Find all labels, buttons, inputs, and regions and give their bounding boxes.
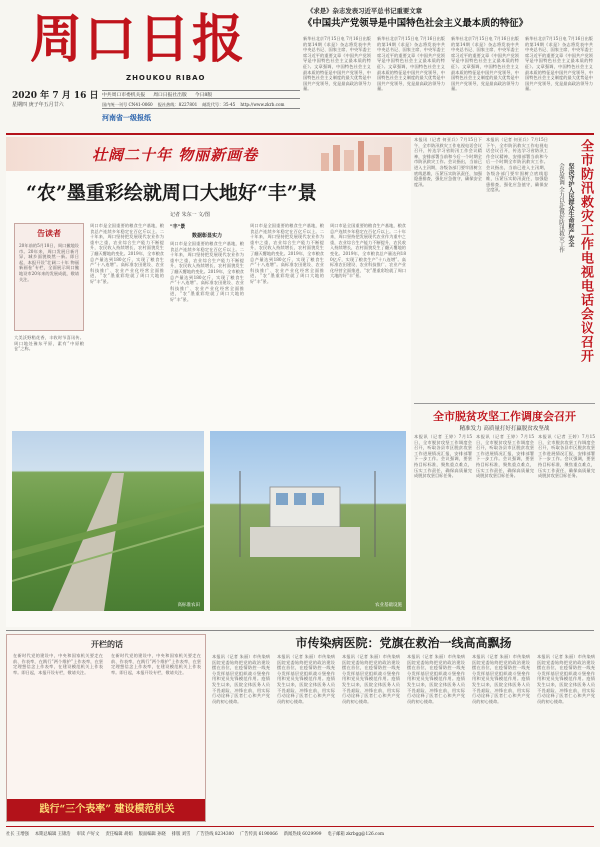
feature-title: “农”墨重彩绘就周口大地好“丰”景 [26, 182, 317, 204]
masthead-title: 周口日报 [30, 9, 247, 70]
masthead-issue: 星期四 庚子年五月廿六 [12, 102, 64, 108]
info-cell: 今日8版 [194, 93, 213, 98]
column-box-banner [7, 799, 206, 821]
footer-item: 审读 卢好文 [76, 832, 100, 837]
feature-col-text: 周口市是全国重要的粮食生产基地，粮食总产连续多年稳定在百亿斤以上。二十年来，周口坚持把发展现代农业作为重中之重，农业综合生产能力不断提升，农民收入持续增长，农村面貌发生了翻天覆地的变化。2019年，全市粮食总产量达到180亿斤，实现了粮食生产“十八连增”。高标准农田建设、农业科技推广、农业产业化经营全面推进，“农”墨重彩绘就了周口大地的好“丰”景。 [170, 241, 244, 302]
feature-subhead: 数据彰显实力 [191, 233, 222, 239]
top-headline-title: 《中国共产党领导是中国特色社会主义最本质的特征》 [303, 18, 529, 29]
story-col: 本报讯（记者 何亚兵）7月15日下午，全市防汛救灾工作电视电话会议召开，传达学习省防汛工作会议精神，安排部署当前和今后一个时期全市防汛救灾工作。会议指出，当前已进入主汛期，各级各部门要牢固树立底线思维，压紧压实防汛责任，加强隐患排查，强化应急值守，确保安全度汛。 [486, 137, 548, 193]
footer-item: 版面编辑 孙晓 [138, 832, 166, 837]
info-cell: 中共周口市委机关报 [102, 93, 146, 98]
story-col: 本报讯（记者 朱丽）市传染病医院党委始终把党的政治建设摆在首位，在疫情防控一线充分发挥基层党组织战斗堡垒作用和党员先锋模范作用。疫情发生以来，医院全体医务人员不畏艰险、冲锋在前，用实际行动诠释了医者仁心和共产党员的初心使命。 [342, 654, 400, 704]
story-col: 本报讯（记者 朱丽）市传染病医院党委始终把党的政治建设摆在首位，在疫情防控一线充分发挥基层党组织战斗堡垒作用和党员先锋模范作用。疫情发生以来，医院全体医务人员不畏艰险、冲锋在前，用实际行动诠释了医者仁心和共产党员的初心使命。 [277, 654, 335, 704]
story-col: 本报讯（记者 朱丽）市传染病医院党委始终把党的政治建设摆在首位，在疫情防控一线充分发挥基层党组织战斗堡垒作用和党员先锋模范作用。疫情发生以来，医院全体医务人员不畏艰险、冲锋在前，用实际行动诠释了医者仁心和共产党员的初心使命。 [537, 654, 595, 704]
flood-sub2: 会议强调 全力以赴做好防汛救灾工作 [558, 163, 564, 253]
skyline-icon [315, 137, 405, 171]
footer-item: 电子邮箱 zkrbgg@126.com [327, 832, 385, 837]
story-col: 本报讯（记者 王婷）7月15日，全市脱贫攻坚工作调度会召开，听取各县市区脱贫攻坚工作进展情况汇报，安排部署下一步工作。会议强调，要坚持目标标准，聚焦重点难点，压实工作责任，确保高质量完成脱贫攻坚目标任务。 [538, 434, 595, 479]
feature-lead-col: 大美沃野稻花香，丰收时节喜讯传。周口地处豫东平原，素有“中原粮仓”之称。 [14, 335, 84, 352]
top-headline-col: 新华社北京7月15日电 7月16日出版的第14期《求是》杂志将发表中共中央总书记、国家主席、中央军委主席习近平的重要文章《中国共产党领导是中国特色社会主义最本质的特征》。文章强调，中国特色社会主义最本质的特征是中国共产党领导，中国特色社会主义制度的最大优势是中国共产党领导，党是最高政治领导力量。 [525, 36, 593, 92]
feature-byline: 记者 朱东一 文/图 [170, 212, 210, 218]
story-col: 本报讯（记者 王婷）7月15日，全市脱贫攻坚工作调度会召开，听取各县市区脱贫攻坚工作进展情况汇报，安排部署下一步工作。会议强调，要坚持目标标准，聚焦重点难点，压实工作责任，确保高质量完成脱贫攻坚目标任务。 [414, 434, 472, 479]
bottom-story-title: 市传染病医院：党旗在救治一线高高飘扬 [295, 636, 512, 650]
feature-section-head: "丰"景 [170, 224, 186, 230]
poverty-sub: 精准发力 高质量打好打赢脱贫攻坚战 [459, 426, 550, 432]
footer-item: 责任编辑 胡娟 [105, 832, 133, 837]
divider [414, 403, 595, 404]
photo-caption: 高标准农田 [177, 603, 200, 608]
bottom-story [212, 634, 595, 822]
masthead-rule [6, 133, 594, 135]
info-cell: 周口日报社出版 [153, 93, 187, 98]
feature-col [90, 223, 164, 425]
footer-item: 新闻热线 6029999 [283, 832, 322, 837]
section-rule [6, 630, 594, 631]
top-kicker: 《求是》杂志发表习近平总书记重要文章 [307, 7, 423, 15]
info-cell: 报社热线：8227801 [157, 102, 198, 107]
reader-note-box [14, 223, 84, 331]
masthead [6, 4, 301, 132]
feature-banner-text: 壮阔二十年 物丽新画卷 [92, 146, 259, 164]
masthead-info-row1 [102, 90, 300, 99]
flood-sub: 坚决守护人民群众生命财产安全 [567, 163, 574, 247]
feature-photo-farmland [12, 431, 204, 611]
right-story-flood [414, 137, 595, 402]
story-col: 本报讯（记者 朱丽）市传染病医院党委始终把党的政治建设摆在首位，在疫情防控一线充分发挥基层党组织战斗堡垒作用和党员先锋模范作用。疫情发生以来，医院全体医务人员不畏艰险、冲锋在前，用实际行动诠释了医者仁心和共产党员的初心使命。 [472, 654, 530, 704]
province-label: 河南省一级报纸 [102, 113, 151, 122]
footer-item: 广告传真 6190066 [240, 832, 278, 837]
feature-col: 周口市是全国重要的粮食生产基地，粮食总产连续多年稳定在百亿斤以上。二十年来，周口坚持把发展现代农业作为重中之重，农业综合生产能力不断提升，农民收入持续增长，农村面貌发生了翻天覆地的变化。2019年，全市粮食总产量达到180亿斤，实现了粮食生产“十八连增”。高标准农田建设、农业科技推广、农业产业化经营全面推进，“农”墨重彩绘就了周口大地的好“丰”景。 [250, 223, 324, 284]
top-headline-block [303, 4, 595, 132]
column-box-col: 在新时代党的建设中，中央和国家机关要走在前、作表率，在践行“两个维护”上作表率，在坚定理想信念上作表率，在建设模范机关上作表率。即日起，本报开设专栏，敬请关注。 [111, 653, 201, 675]
info-cell: 邮发代号：35-45 [202, 102, 236, 107]
masthead-date: 2020 年 7 月 16 日 [12, 91, 99, 101]
column-box-banner-text: 践行“三个表率” 建设模范机关 [39, 804, 175, 815]
story-col: 本报讯（记者 王婷）7月15日，全市脱贫攻坚工作调度会召开，听取各县市区脱贫攻坚工作进展情况汇报，安排部署下一步工作。会议强调，要坚持目标标准，聚焦重点难点，压实工作责任，确保高质量完成脱贫攻坚目标任务。 [476, 434, 534, 479]
reader-note-title: 告读者 [37, 228, 61, 238]
column-box [6, 634, 206, 822]
info-cell: 国内统一刊号 CN41-0060 [102, 102, 153, 107]
story-col: 本报讯（记者 何亚兵）7月15日下午，全市防汛救灾工作电视电话会议召开，传达学习省防汛工作会议精神，安排部署当前和今后一个时期全市防汛救灾工作。会议指出，当前已进入主汛期，各级各部门要牢固树立底线思维，压紧压实防汛责任，加强隐患排查，强化应急值守，确保安全度汛。 [414, 137, 482, 187]
top-headline-col: 新华社北京7月15日电 7月16日出版的第14期《求是》杂志将发表中共中央总书记、国家主席、中央军委主席习近平的重要文章《中国共产党领导是中国特色社会主义最本质的特征》。文章强调，中国特色社会主义最本质的特征是中国共产党领导，中国特色社会主义制度的最大优势是中国共产党领导，党是最高政治领导力量。 [377, 36, 445, 92]
feature-banner [6, 137, 411, 171]
footer-item: 本期总编辑 王锦浩 [34, 832, 71, 837]
feature-col-text: 周口市是全国重要的粮食生产基地，粮食总产连续多年稳定在百亿斤以上。二十年来，周口坚持把发展现代农业作为重中之重，农业综合生产能力不断提升，农民收入持续增长，农村面貌发生了翻天覆地的变化。2019年，全市粮食总产量达到180亿斤，实现了粮食生产“十八连增”。高标准农田建设、农业科技推广、农业产业化经营全面推进，“农”墨重彩绘就了周口大地的好“丰”景。 [90, 223, 164, 284]
feature-article [6, 137, 411, 627]
footer-item: 广告热线 8234300 [196, 832, 235, 837]
flood-title: 全市防汛救灾工作电视电话会议召开 [578, 139, 593, 363]
poverty-title: 全市脱贫攻坚工作调度会召开 [433, 410, 576, 423]
footer-item: 排版 刘雪 [171, 832, 191, 837]
feature-photo-facility [210, 431, 406, 611]
right-story-poverty [414, 406, 595, 628]
photo-caption: 农业基础设施 [375, 603, 402, 608]
feature-col: 周口市是全国重要的粮食生产基地，粮食总产连续多年稳定在百亿斤以上。二十年来，周口坚持把发展现代农业作为重中之重，农业综合生产能力不断提升，农民收入持续增长，农村面貌发生了翻天覆地的变化。2019年，全市粮食总产量达到180亿斤，实现了粮食生产“十八连增”。高标准农田建设、农业科技推广、农业产业化经营全面推进，“农”墨重彩绘就了周口大地的好“丰”景。 [330, 223, 406, 279]
top-headline-col: 新华社北京7月15日电 7月16日出版的第14期《求是》杂志将发表中共中央总书记、国家主席、中央军委主席习近平的重要文章《中国共产党领导是中国特色社会主义最本质的特征》。文章强调，中国特色社会主义最本质的特征是中国共产党领导，中国特色社会主义制度的最大优势是中国共产党领导，党是最高政治领导力量。 [303, 36, 371, 92]
column-box-title: 开栏的话 [91, 639, 123, 649]
feature-col [170, 223, 244, 425]
story-col: 本报讯（记者 朱丽）市传染病医院党委始终把党的政治建设摆在首位，在疫情防控一线充分发挥基层党组织战斗堡垒作用和党员先锋模范作用。疫情发生以来，医院全体医务人员不畏艰险、冲锋在前，用实际行动诠释了医者仁心和共产党员的初心使命。 [407, 654, 465, 704]
footer-item: 社长 王增强 [6, 832, 29, 837]
masthead-pinyin: ZHOUKOU RIBAO [126, 74, 206, 82]
column-box-col: 在新时代党的建设中，中央和国家机关要走在前、作表率，在践行“两个维护”上作表率，在坚定理想信念上作表率，在建设模范机关上作表率。即日起，本报开设专栏，敬请关注。 [13, 653, 103, 675]
reader-note-text: 20年前的5月18日，周口撤地设市。20年来，周口发展日新月异，城乡面貌焕然一新。即日起，本报开设“壮阔二十年 物丽新画卷”专栏，全面展示周口撤地设市20年来的发展成就，敬请关注。 [19, 243, 79, 282]
info-cell: http://www.zkrb.com [240, 102, 285, 107]
top-headline-col: 新华社北京7月15日电 7月16日出版的第14期《求是》杂志将发表中共中央总书记、国家主席、中央军委主席习近平的重要文章《中国共产党领导是中国特色社会主义最本质的特征》。文章强调，中国特色社会主义最本质的特征是中国共产党领导，中国特色社会主义制度的最大优势是中国共产党领导，党是最高政治领导力量。 [451, 36, 519, 92]
footer-bar [6, 826, 594, 841]
masthead-info-row2 [102, 100, 300, 109]
story-col: 本报讯（记者 朱丽）市传染病医院党委始终把党的政治建设摆在首位，在疫情防控一线充分发挥基层党组织战斗堡垒作用和党员先锋模范作用。疫情发生以来，医院全体医务人员不畏艰险、冲锋在前，用实际行动诠释了医者仁心和共产党员的初心使命。 [212, 654, 270, 704]
